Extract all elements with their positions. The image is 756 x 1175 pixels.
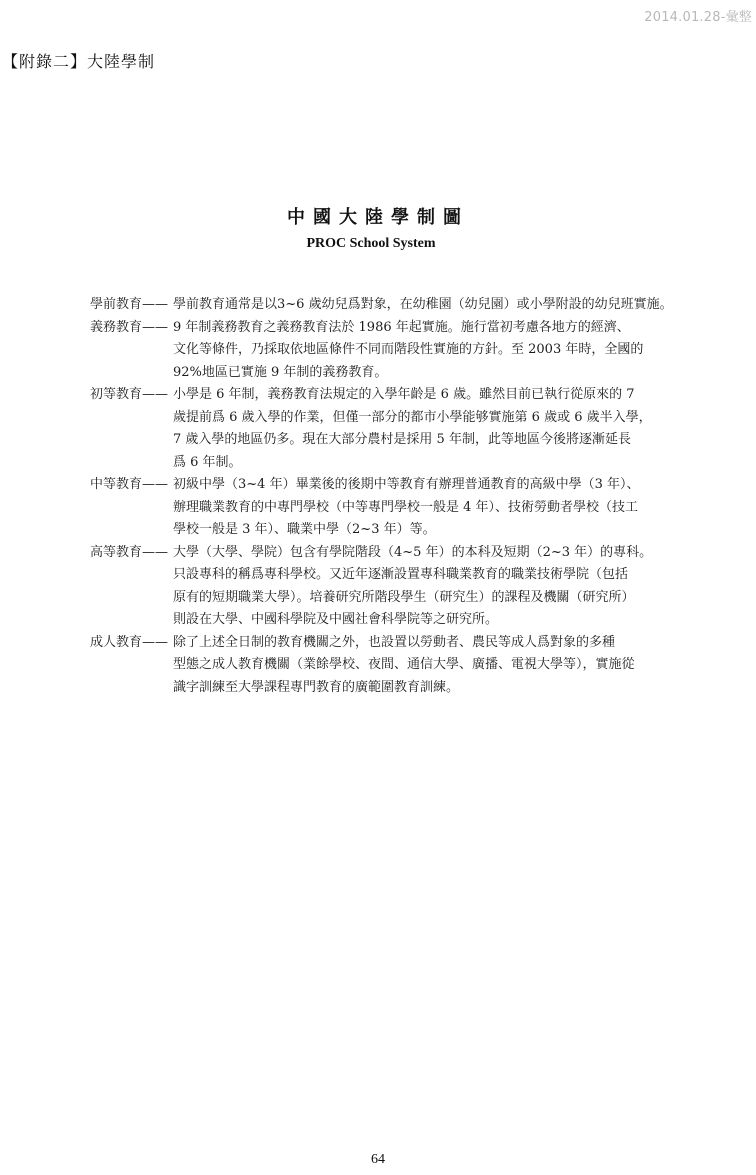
entry-adult [90, 632, 680, 700]
entry-term: 初等教育—— [90, 387, 169, 402]
document-body [90, 294, 680, 699]
entry-line: 歲提前爲 6 歲入學的作業，但僅一部分的都市小學能够實施第 6 歲或 6 歲半入學， [173, 409, 652, 425]
entry-line: 只設專科的稱爲專科學校。又近年逐漸設置專科職業教育的職業技術學院（包括 [173, 567, 629, 582]
entry-line: 除了上述全日制的教育機關之外，也設置以勞動者、農民等成人爲對象的多種 [173, 634, 616, 650]
entry-term: 成人教育—— [90, 634, 169, 650]
entry-line: 爲 6 年制。 [173, 454, 242, 470]
entry-compulsory [90, 317, 680, 385]
appendix-header: 【附錄二】大陸學制 [2, 52, 156, 71]
entry-line: 小學是 6 年制，義務教育法規定的入學年齡是 6 歲。雖然目前已執行從原來的 7 [173, 387, 635, 402]
entry-line: 大學（大學、學院）包含有學院階段（4~5 年）的本科及短期（2~3 年）的專科。 [173, 544, 653, 560]
entry-line: 辦理職業教育的中專門學校（中等專門學校一般是 4 年）、技術勞動者學校（技工 [173, 499, 639, 515]
entry-primary [90, 384, 680, 474]
entry-term: 義務教育—— [90, 319, 169, 335]
entry-line: 型態之成人教育機關（業餘學校、夜間、通信大學、廣播、電視大學等），實施從 [173, 657, 635, 672]
entry-term: 學前教育—— [90, 297, 169, 312]
date-stamp: 2014.01.28-彙整 [644, 10, 752, 25]
entry-line: 初級中學（3~4 年）畢業後的後期中等教育有辦理普通教育的高級中學（3 年）、 [173, 477, 640, 492]
entry-line: 原有的短期職業大學）。培養研究所階段學生（研究生）的課程及機關（研究所） [173, 589, 635, 605]
entry-line: 則設在大學、中國科學院及中國社會科學院等之研究所。 [173, 612, 499, 627]
entry-line: 9 年制義務教育之義務教育法於 1986 年起實施。施行當初考慮各地方的經濟、 [173, 319, 630, 335]
page-title: 中國大陸學制圖 [287, 207, 469, 228]
entry-higher [90, 542, 680, 632]
page-number: 64 [371, 1152, 385, 1167]
entry-term: 高等教育—— [90, 544, 169, 560]
entry-line: 文化等條件，乃採取依地區條件不同而階段性實施的方針。至 2003 年時，全國的 [173, 342, 644, 357]
entry-line: 92%地區已實施 9 年制的義務教育。 [173, 364, 388, 380]
entry-line: 學校一般是 3 年）、職業中學（2~3 年）等。 [173, 522, 436, 537]
entry-line: 7 歲入學的地區仍多。現在大部分農村是採用 5 年制，此等地區今後將逐漸延長 [173, 432, 631, 447]
entry-line: 學前教育通常是以3~6 歲幼兒爲對象，在幼稚園（幼兒園）或小學附設的幼兒班實施。 [173, 297, 673, 312]
page-subtitle: PROC School System [306, 236, 436, 251]
entry-secondary [90, 474, 680, 542]
entry-line: 識字訓練至大學課程專門教育的廣範圍教育訓練。 [173, 679, 460, 695]
entry-term: 中等教育—— [90, 477, 169, 492]
entry-preschool [90, 294, 680, 317]
